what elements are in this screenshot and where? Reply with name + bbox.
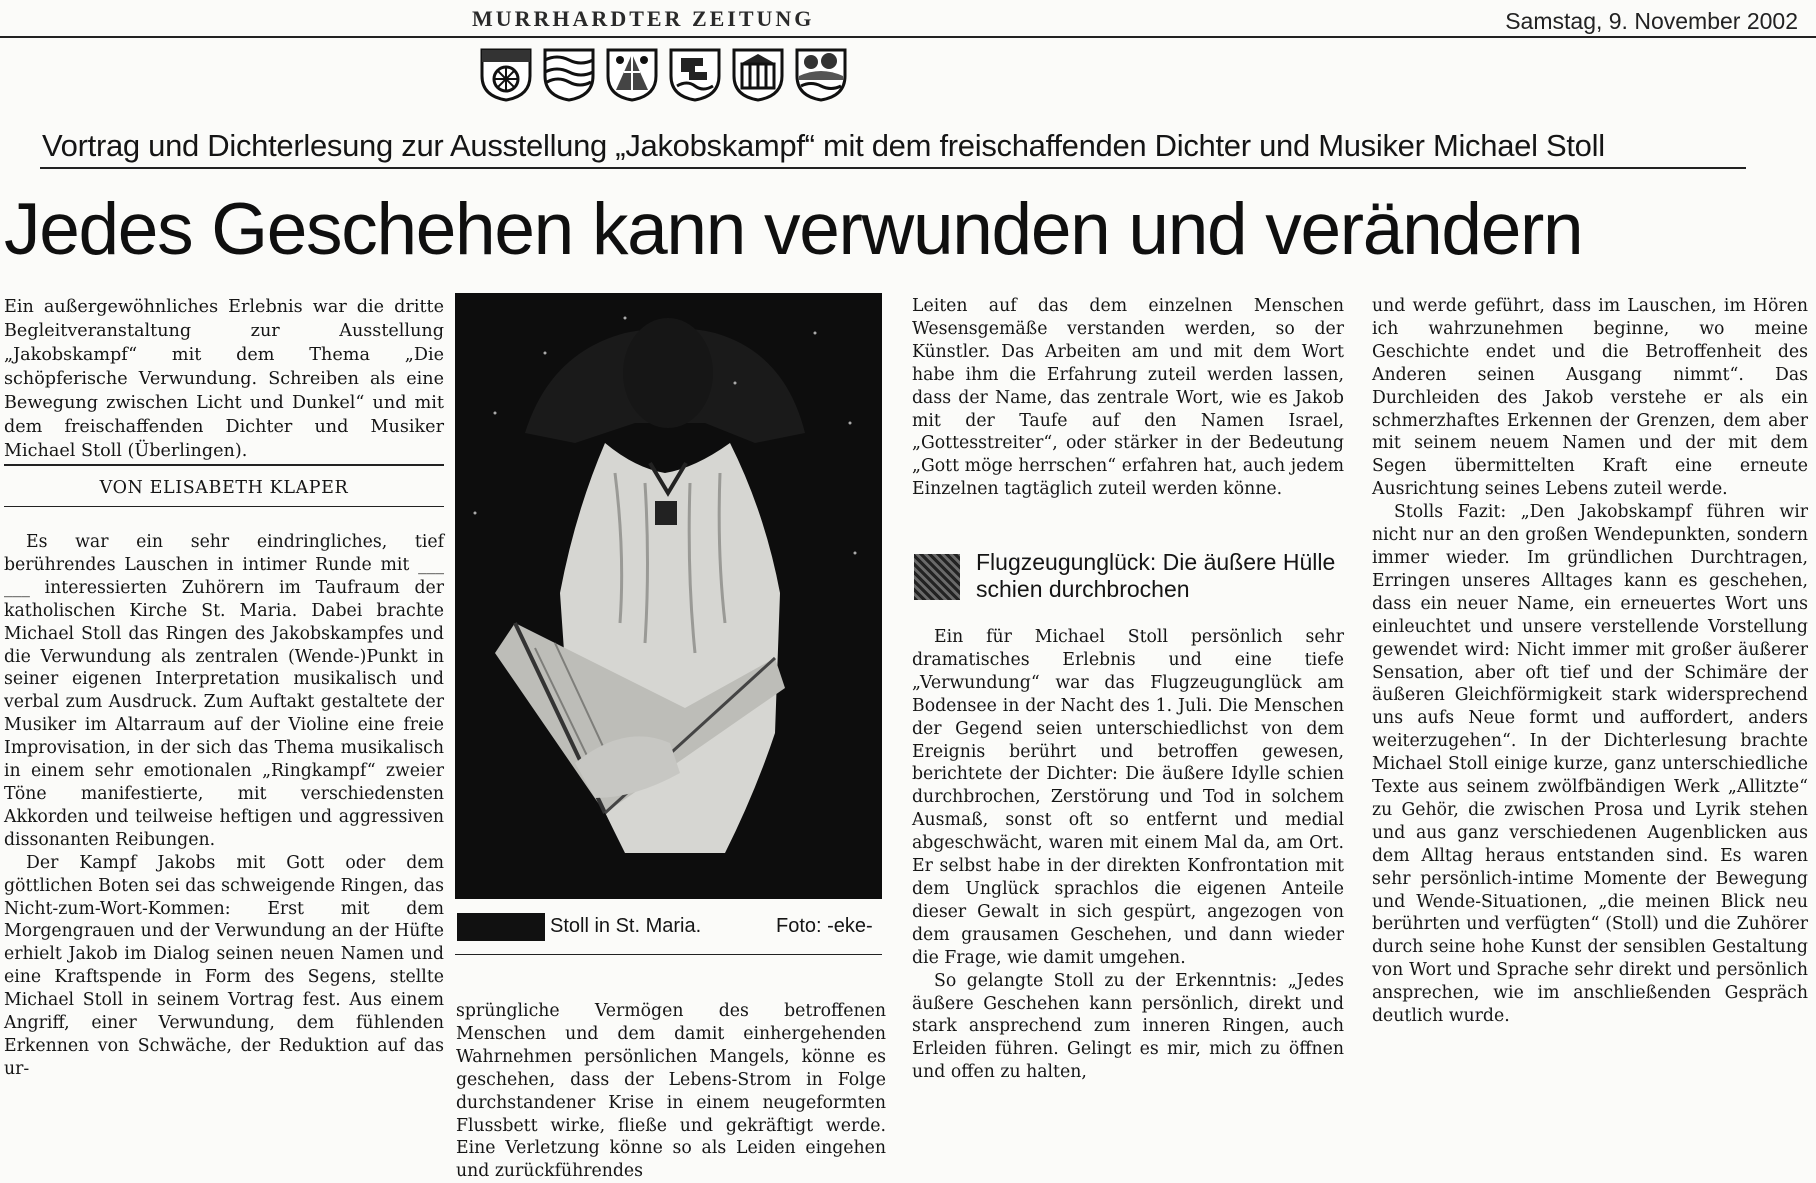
article-column-3-bottom — [912, 626, 1344, 1156]
byline-rule — [4, 506, 444, 507]
subhead-marker-icon — [914, 554, 960, 600]
photo-caption: Stoll in St. Maria. — [550, 915, 702, 937]
kicker-underline — [40, 167, 1746, 169]
caption-rule — [455, 954, 882, 955]
wheel-crest-icon — [478, 46, 534, 102]
article-paragraph: So gelangte Stoll zu der Erkenntnis: „Jedes äußere Geschehen kann persönlich, direkt und stark ansprechend zum inneren Ringen, auch Erleiden führen. Gelingt es mir, mich zu öffnen und offen zu halten, — [912, 970, 1344, 1083]
lead-text: Ein außergewöhnliches Erlebnis war die dritte Begleitveranstaltung zur Ausstellung „Jakobskampf“ mit dem Thema „Die schöpferische Verwundung. Schreiben als eine Bewegung zwischen Licht und Dunkel“ und mit dem freischaffenden Dichter und Musiker Michael Stoll (Überlingen). — [4, 297, 444, 461]
tent-crest-icon — [604, 46, 660, 102]
redaction-bar — [457, 913, 545, 941]
kicker: Vortrag und Dichterlesung zur Ausstellung „Jakobskampf“ mit dem freischaffenden Dichter und Musiker Michael Stoll — [42, 128, 1605, 163]
article-paragraph: Es war ein sehr eindringliches, tief berührendes Lauschen in intimer Runde mit ___ ___ interessierten Zuhörern im Taufraum der katholischen Kirche St. Maria. Dabei brachte Michael Stoll das Ringen des Jakobskampfes und die Verwundung als zentralen (Wende-)Punkt in seiner eigenen Interpretation musikalisch und verbal zum Ausdruck. Zum Auftakt gestaltete der Musiker im Altarraum auf der Violine eine freie Improvisation, in der sich das Thema musikalisch in einem sehr emotionalen „Ringkampf“ zweier Töne manifestierte, mit verschiedensten Akkorden und teilweise heftigen und aggressiven dissonanten Reibungen. — [4, 532, 444, 850]
photo-credit: Foto: -eke- — [776, 915, 873, 937]
article-photo — [455, 293, 882, 899]
article-paragraph: Ein für Michael Stoll persönlich sehr dramatisches Erlebnis und eine tiefe „Verwundung“ war das Flugzeugunglück am Bodensee in der Nacht des 1. Juli. Die Menschen der Gegend seien unterschiedlichst von dem Ereignis berührt und betroffen gewesen, berichtete der Dichter: Die äußere Idylle schien durchbrochen, Zerstörung und Tod in solchem Ausmaß, sonst oft so entfernt und medial abgeschwächt, waren mit einem Mal da, am Ort. Er selbst habe in der direkten Konfrontation mit dem Unglück sprachlos die eigenen Anteile dieser Gewalt in sich gespürt, angezogen von dem grausamen Geschehen, und dann wieder die Frage, wie damit umgehen. — [912, 627, 1344, 968]
subheading: Flugzeugunglück: Die äußere Hülle schien durchbrochen — [976, 549, 1336, 602]
article-paragraph: Stolls Fazit: „Den Jakobskampf führen wir nicht nur an den großen Wendepunkten, sondern immer wieder. Im gründlichen Durchtragen, Erringen unseres Alltages kann es geschehen, dass ein neuer Name, ein erneuertes Wort uns einleuchtet und unsere verstellende Vorstellung gewendet wird: Nicht immer mit großer äußerer Sensation, aber oft tief und der Schimäre der äußeren Gleichförmigkeit stark widersprechend uns aufs Neue formt und auffordert, anders weiterzugehen“. In der Dichterlesung brachte Michael Stoll einige kurze, ganz unterschiedliche Texte aus seinem zwölfbändigen Werk „Allitzte“ zu Gehör, die zwischen Prosa und Lyrik stehen und aus ganz verschiedenen Augenblicken aus dem Alltag heraus entstanden sind. Es waren sehr persönlich-intime Momente der Bewegung und Wende-Situationen, „die meinen Blick neu berührten und verfügten“ (Stoll) und die Zuhörer durch seine hohe Kunst der sensiblen Gestaltung von Wort und Sprache sehr direkt und persönlich ansprechen, wie im anschließenden Gespräch deutlich wurde. — [1372, 502, 1808, 1027]
article-paragraph: und werde geführt, dass im Lauschen, im Hören ich wahrzunehmen beginne, wo meine Geschichte endet und die Betroffenheit des Anderen seinen Ausgang nimmt“. Das Durchleiden des Jakob verstehe er als ein schmerzhaftes Erkennen der Grenzen, dem aber mit seinem neuem Namen und der mit dem Segen übermittelten Kraft eine erneute Ausrichtung seines Lebens zuteil werde. — [1372, 296, 1808, 500]
lead-rule — [4, 464, 444, 466]
top-rule — [0, 36, 1816, 38]
article-column-1 — [4, 531, 444, 1156]
reader-figure-image — [455, 293, 882, 899]
landscape-crest-icon — [793, 46, 849, 102]
article-column-3-top — [912, 295, 1344, 541]
byline: VON ELISABETH KLAPER — [99, 478, 349, 498]
lion-crest-icon — [667, 46, 723, 102]
lead-paragraph — [4, 295, 444, 463]
article-paragraph: sprüngliche Vermögen des betroffenen Menschen und dem damit einhergehenden Wahrnehmen persönlichen Mangels, könne es geschehen, dass der Lebens-Strom in Folge durchstandener Krise in einem neugeformten Flussbett wirke, fließe und gekräftigt werde. Eine Verletzung könne so als Leiden eingehen und zurückführendes — [456, 1001, 886, 1182]
article-paragraph: Leiten auf das dem einzelnen Menschen Wesensgemäße verstanden werden, so der Künstler. Das Arbeiten am und mit dem Wort habe ihm die Erfahrung zuteil werden lassen, dass der Name, das zentrale Wort, wie es Jakob mit der Taufe auf den Namen Israel, „Gottesstreiter“, oder stärker in der Bedeutung „Gott möge herrschen“ erfahren hat, auch jedem Einzelnen tagtäglich zuteil werden könne. — [912, 296, 1344, 500]
tower-crest-icon — [730, 46, 786, 102]
article-paragraph: Der Kampf Jakobs mit Gott oder dem göttlichen Boten sei das schweigende Ringen, das Nicht-zum-Wort-Kommen: Erst mit dem Morgengrauen und der Verwundung an der Hüfte erhielt Jakob im Dialog seinen neuen Namen und eine Kraftspende in Form des Segens, stellte Michael Stoll in seinem Vortrag fest. Aus einem Angriff, einer Verwundung, dem fühlenden Erkennen von Schwäche, der Reduktion auf das ur- — [4, 852, 444, 1079]
article-column-4 — [1372, 295, 1808, 1155]
issue-date: Samstag, 9. November 2002 — [1505, 8, 1798, 34]
river-crest-icon — [541, 46, 597, 102]
masthead: MURRHARDTER ZEITUNG — [472, 6, 815, 31]
crest-row — [478, 46, 849, 102]
article-column-2 — [456, 1000, 886, 1182]
headline: Jedes Geschehen kann verwunden und verändern — [4, 189, 1583, 270]
